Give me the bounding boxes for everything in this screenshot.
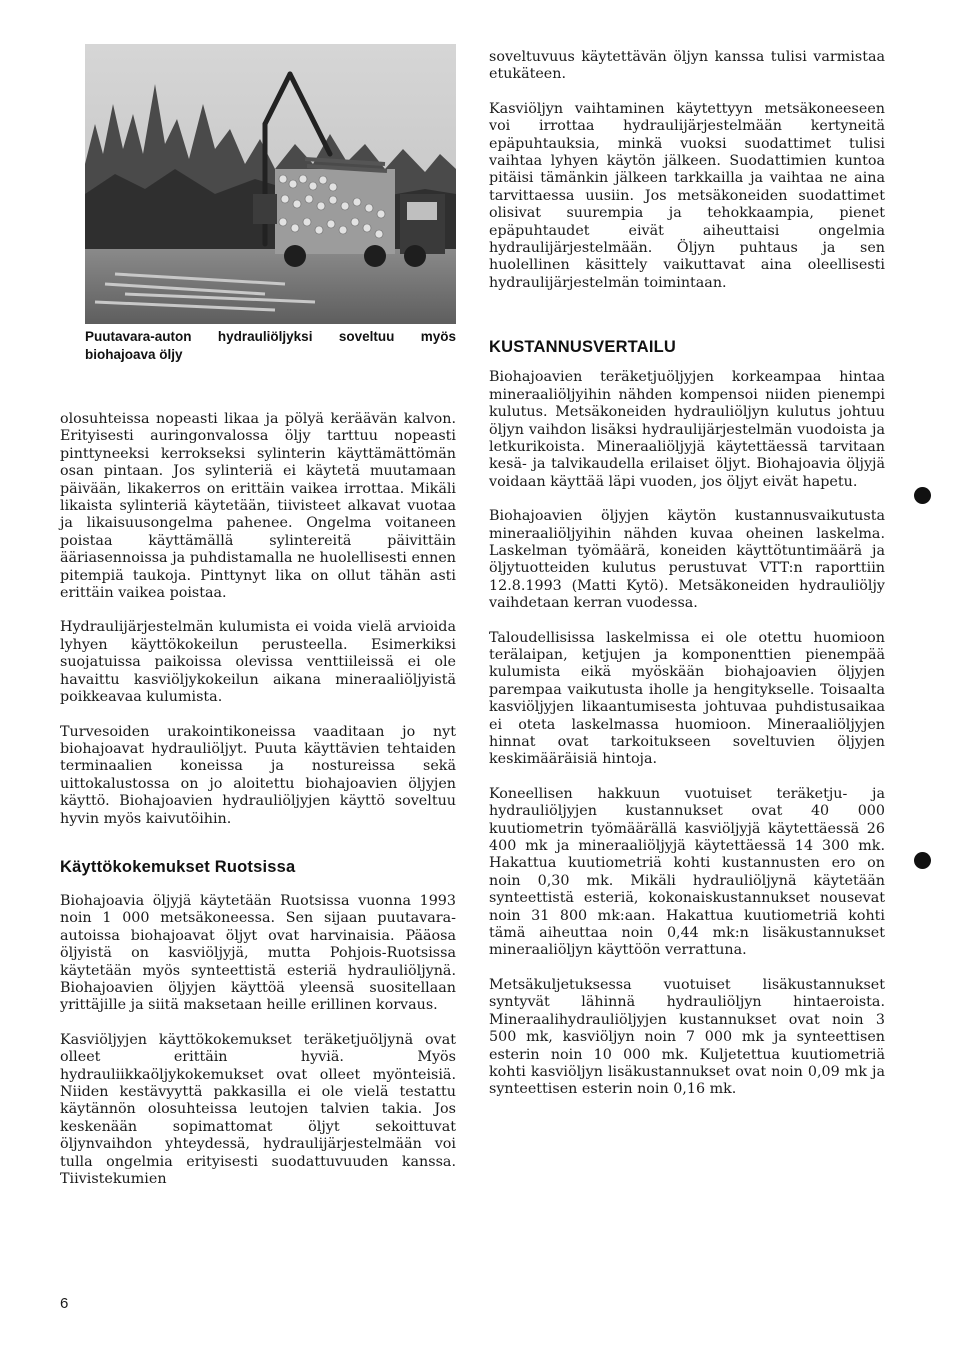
paragraph: Taloudellisissa laskelmissa ei ole otettu huomioon terälaipan, ketjujen ja komponenttien pienempää kulumista eikä myöskään biohajoavien öljyjen parempaa vaikutusta iholle ja hengitykselle. Toisaalta kasviöljyjen likaantumisesta johtuvaa puhdistusaikaa ei oteta laskelmassa huomioon. Mineraaliöljyjen hinnat ovat tarkoitukseen soveltuvien öljyjen keskimääräisiä hintoja. bbox=[489, 629, 885, 768]
section-heading-sweden: Käyttökokemukset Ruotsissa bbox=[60, 857, 296, 876]
paragraph: soveltuvuus käytettävän öljyn kanssa tulisi varmistaa etukäteen. bbox=[489, 49, 885, 83]
paragraph: Metsäkuljetuksessa vuotuiset lisäkustannukset syntyvät lähinnä hydrauliöljyn hintaeroista. Mineraalihydrauliöljyjen kustannukset ovat noin 3 500 mk, kasviöljyn noin 7 000 mk ja synteettisen esterin noin 10 000 mk. Kuljetettua kuutiometriä kohti kasviöljyn lisäkustannukset ovat noin 0,09 mk ja synteettisen esterin noin 0,16 mk. bbox=[489, 976, 885, 1098]
paragraph: Turvesoiden urakointikoneissa vaaditaan jo nyt biohajoavat hydrauliöljyt. Puuta käyttävien tehtaiden terminaalien koneissa ja nostureissa sekä uittokalustossa on jo aloitettu biohajoavien öljyjen käyttö. Biohajoavien hydrauliöljyjen käyttö soveltuu hyvin myös kaivutöihin. bbox=[60, 723, 456, 827]
paragraph: Biohajoavien öljyjen käytön kustannusvaikutusta mineraaliöljyihin nähden kuvaa oheinen laskelma. Laskelman työmäärä, koneiden käyttötuntimäärä ja öljytuotteiden kulutus perustuvat VTT:n raporttiin 12.8.1993 (Matti Kytö). Metsäkoneiden hydrauliöljy vaihdetaan kerran vuodessa. bbox=[489, 508, 885, 612]
paragraph: Hydraulijärjestelmän kulumista ei voida vielä arvioida lyhyen käyttökokeilun perusteella. Esimerkiksi suojatuissa paikoissa olevissa venttiileissä ei ole havaittu kasviöljykokeilun aikana mineraaliöljyistä poikkeavaa kulumista. bbox=[60, 619, 456, 706]
right-column bbox=[489, 49, 885, 1099]
binder-hole-mark bbox=[914, 852, 931, 869]
paragraph: Koneellisen hakkuun vuotuiset teräketju- ja hydrauliöljyjen kustannukset ovat 40 000 kuutiometrin työmäärällä kasviöljyjä käytettäessä 26 400 mk ja mineraaliöljyjä käytettäessä 14 300 mk. Hakattua kuutiometriä kohti kustannusten ero on noin 0,30 mk. Mikäli hydrauliöljynä käytetään synteettistä esteriä, kokonaiskustannukset nousevat noin 31 800 mk:aan. Hakattua kuutiometriä kohti tämä aiheuttaa noin 0,44 mk:n lisäkustannukset mineraaliöljyn käyttöön verrattuna. bbox=[489, 785, 885, 959]
photo-caption: Puutavara-auton hydrauliöljyksi soveltuu myös biohajoava öljy bbox=[85, 329, 456, 362]
truck-crane-photo bbox=[85, 44, 456, 324]
paragraph: Kasviöljyn vaihtaminen käytettyyn metsäkoneeseen voi irrottaa hydraulijärjestelmään kertyneitä epäpuhtauksia, minkä vuoksi suodattimet tulisi vaihtaa lyhyen käytön jälkeen. Suodattimien kuntoa pitäisi tämänkin jälkeen tarkkailla ja vaihtaa ne aina tarvittaessa uusiin. Jos metsäkoneiden suodattimet olisivat suurempia ja tehokkaampia, pienet epäpuhtaudet eivät aiheuttaisi ongelmia hydraulijärjestelmään. Öljyn puhtaus ja sen huolellinen käsittely vaikuttavat aina oleellisesti hydraulijärjestelmän toimintaan. bbox=[489, 100, 885, 291]
binder-hole-mark bbox=[914, 487, 931, 504]
page-number: 6 bbox=[60, 1295, 69, 1312]
paragraph: Biohajoavien teräketjuöljyjen korkeampaa hintaa mineraaliöljyihin nähden kompensoi niiden pienempi kulutus. Metsäkoneiden hydrauliöljyn kulutus johtuu öljyn vaihdon lisäksi hydraulijärjestelmän vuodoista ja letkurikoista. Mineraaliöljyjä käytettäessä tarvitaan kesä- ja talvikaudella erilaiset öljyt. Biohajoavia öljyjä voidaan käyttää läpi vuoden, jos öljyt eivät hapetu. bbox=[489, 369, 885, 490]
left-column bbox=[60, 411, 456, 1188]
paragraph: Biohajoavia öljyjä käytetään Ruotsissa vuonna 1993 noin 1 000 metsäkoneessa. Sen sijaan puutavara-autoissa biohajoavat öljyt ovat harvinaisia. Pääosa öljyistä on kasviöljyjä, mutta Pohjois-Ruotsissa käytetään myös synteettistä esteriä hydrauliöljynä. Biohajoavien öljyjen käyttöä yleensä suositellaan yrittäjille ja siitä maksetaan heille erillinen korvaus. bbox=[60, 892, 456, 1014]
paragraph: olosuhteissa nopeasti likaa ja pölyä keräävän kalvon. Erityisesti auringonvalossa öljy tarttuu nopeasti pinttyneeksi kerrokseksi sylinterin käyttämättömän osan pintaan. Jos sylinteriä ei käytetä muutamaan päivään, likakerros on erittäin vaikea irrottaa. Mikäli likaista sylinteriä käytetään, tiivisteet alkavat vuotaa ja likaisuusongelma pahenee. Ongelma voitaneen poistaa käyttämällä sylintereitä päivittäin ääriasennoissa ja puhdistamalla ne huolellisesti ennen pitempiä taukoja. Pinttynyt lika on ollut tähän asti erittäin vaikea poistaa. bbox=[60, 411, 456, 602]
paragraph: Kasviöljyjen käyttökokemukset teräketjuöljynä ovat olleet erittäin hyviä. Myös hydrauliikkaöljykokemukset ovat olleet myönteisiä. Niiden kestävyyttä pakkasilla ei ole vielä testattu käytännön olosuhteissa leutojen talvien takia. Jos keskenään sopimattomat öljyt sekoittuvat öljynvaihdon yhteydessä, hydraulijärjestelmään voi tulla ongelmia erityisesti suodattuvuuden kanssa. Tiivistekumien bbox=[60, 1031, 456, 1188]
section-heading-cost-comparison: KUSTANNUSVERTAILU bbox=[489, 338, 677, 357]
photo-illustration bbox=[85, 44, 456, 324]
